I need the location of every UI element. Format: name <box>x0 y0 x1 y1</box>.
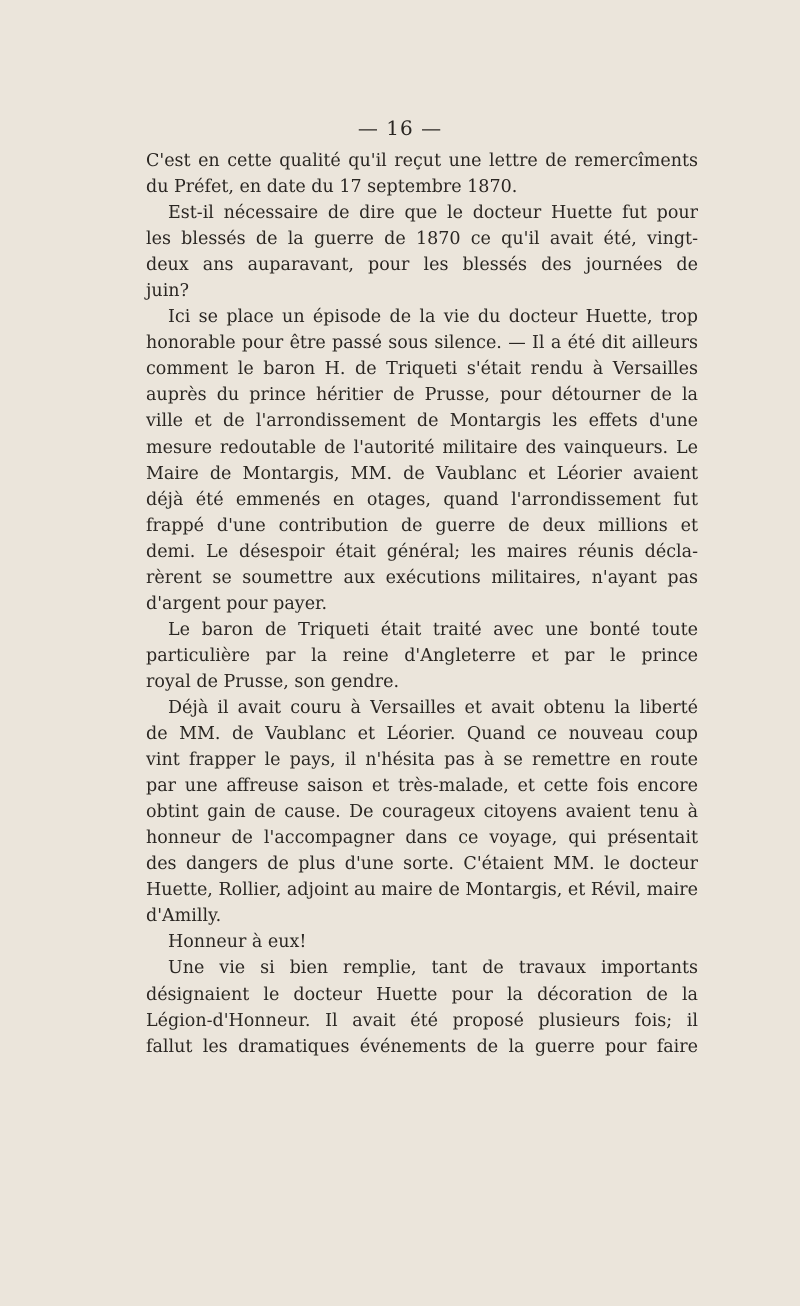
text-line: des dangers de plus d'une sorte. C'étaient MM. le docteur <box>146 854 698 875</box>
text-line: d'argent pour payer. <box>146 593 328 614</box>
text-line: Le baron de Triqueti était traité avec une bonté toute <box>168 619 698 640</box>
text-line: royal de Prusse, son gendre. <box>146 671 400 692</box>
text-line: demi. Le désespoir était général; les maires réunis décla- <box>146 541 698 562</box>
text-line: rèrent se soumettre aux exécutions militaires, n'ayant pas <box>146 567 698 588</box>
text-line: d'Amilly. <box>146 906 222 927</box>
text-line: auprès du prince héritier de Prusse, pour détourner de la <box>146 385 698 406</box>
text-line: Ici se place un épisode de la vie du docteur Huette, trop <box>168 307 698 328</box>
text-line: du Préfet, en date du 17 septembre 1870. <box>146 177 518 198</box>
text-line: honorable pour être passé sous silence. — Il a été dit ailleurs <box>146 333 698 354</box>
text-line: comment le baron H. de Triqueti s'était rendu à Versailles <box>146 359 698 380</box>
text-line: ville et de l'arrondissement de Montargis les effets d'une <box>146 411 698 432</box>
body-text <box>146 148 698 1060</box>
text-line: mesure redoutable de l'autorité militaire des vainqueurs. Le <box>146 437 698 458</box>
text-line: honneur de l'accompagner dans ce voyage, qui présentait <box>146 828 698 849</box>
text-line: Est-il nécessaire de dire que le docteur Huette fut pour <box>168 203 698 224</box>
text-line: Honneur à eux! <box>168 932 307 953</box>
text-line: Légion-d'Honneur. Il avait été proposé plusieurs fois; il <box>146 1010 698 1031</box>
text-line: de MM. de Vaublanc et Léorier. Quand ce nouveau coup <box>146 724 698 745</box>
text-line: désignaient le docteur Huette pour la décoration de la <box>146 984 698 1005</box>
text-line: Une vie si bien remplie, tant de travaux importants <box>168 958 698 979</box>
text-line: Déjà il avait couru à Versailles et avait obtenu la liberté <box>168 697 698 718</box>
text-line: par une affreuse saison et très-malade, et cette fois encore <box>146 776 698 797</box>
text-line: vint frapper le pays, il n'hésita pas à se remettre en route <box>146 750 698 771</box>
text-line: juin? <box>146 281 189 302</box>
text-line: fallut les dramatiques événements de la guerre pour faire <box>146 1036 698 1057</box>
page-number: — 16 — <box>357 116 443 140</box>
text-line: les blessés de la guerre de 1870 ce qu'il avait été, vingt- <box>146 229 698 250</box>
text-line: Maire de Montargis, MM. de Vaublanc et Léorier avaient <box>146 463 698 484</box>
text-line: deux ans auparavant, pour les blessés des journées de <box>146 255 698 276</box>
text-line: déjà été emmenés en otages, quand l'arrondissement fut <box>146 489 698 510</box>
text-line: obtint gain de cause. De courageux citoyens avaient tenu à <box>146 802 698 823</box>
text-line: Huette, Rollier, adjoint au maire de Montargis, et Révil, maire <box>146 880 698 901</box>
text-line: particulière par la reine d'Angleterre et par le prince <box>146 645 698 666</box>
text-line: C'est en cette qualité qu'il reçut une lettre de remercîments <box>146 151 698 171</box>
text-line: frappé d'une contribution de guerre de deux millions et <box>146 515 698 536</box>
